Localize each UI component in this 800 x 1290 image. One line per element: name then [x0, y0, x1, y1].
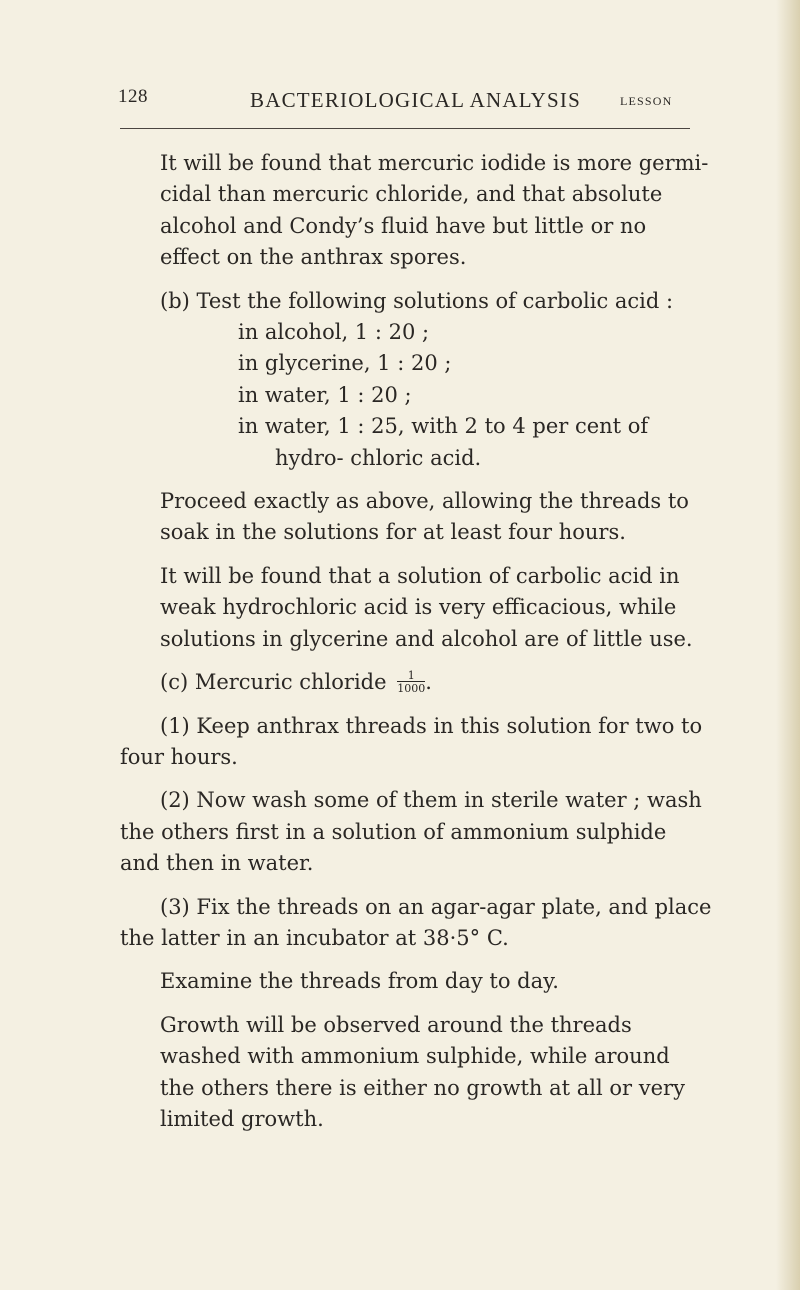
- solution-item: in glycerine, 1 : 20 ;: [238, 351, 452, 376]
- paragraph-examine: Examine the threads from day to day.: [160, 969, 559, 994]
- page-number: 128: [118, 86, 148, 107]
- section-c-heading: [160, 667, 710, 698]
- fraction-denominator: 1000: [397, 681, 426, 695]
- paragraph-proceed: Proceed exactly as above, allowing the threads to soak in the solutions for at least four hours.: [160, 489, 689, 545]
- body-text: [120, 148, 712, 1135]
- solution-list: [160, 317, 710, 474]
- section-c-label: (c) Mercuric chloride: [160, 670, 387, 695]
- step-1: (1) Keep anthrax threads in this solution for two to four hours.: [120, 713, 703, 769]
- paragraph-growth: Growth will be observed around the threads washed with ammonium sulphide, while around the others there is either no growth at all or very limited growth.: [160, 1012, 685, 1131]
- fraction-numerator: 1: [407, 668, 415, 682]
- fraction-period: .: [425, 670, 432, 695]
- running-title: BACTERIOLOGICAL ANALYSIS: [250, 88, 582, 112]
- text-block-conclusion: [120, 966, 712, 1135]
- page-edge-shadow: [776, 0, 800, 1290]
- solution-item: in alcohol, 1 : 20 ;: [238, 320, 430, 345]
- step-2: (2) Now wash some of them in sterile water ; wash the others first in a solution of ammonium sulphide and then in water.: [120, 788, 702, 876]
- running-section: LESSON: [620, 94, 673, 108]
- section-b-heading: (b) Test the following solutions of carbolic acid :: [160, 288, 674, 313]
- solution-item: in water, 1 : 20 ;: [238, 382, 412, 407]
- header-rule: [120, 128, 690, 129]
- paragraph-iodide-finding: It will be found that mercuric iodide is more germi- cidal than mercuric chloride, and that absolute alcohol and Condy’s fluid have but little or no effect on the anthrax spores.: [160, 151, 709, 270]
- step-3: (3) Fix the threads on an agar-agar plate, and place the latter in an incubator at 38·5° C.: [120, 894, 712, 950]
- text-block-steps: [120, 711, 712, 955]
- fraction: [397, 670, 425, 694]
- text-block-b: [120, 148, 712, 699]
- paragraph-result-b: It will be found that a solution of carbolic acid in weak hydrochloric acid is very efficacious, while solutions in glycerine and alcohol are of little use.: [160, 563, 693, 651]
- running-head: [0, 84, 800, 124]
- solution-item: in water, 1 : 25, with 2 to 4 per cent of hydro- chloric acid.: [238, 414, 649, 470]
